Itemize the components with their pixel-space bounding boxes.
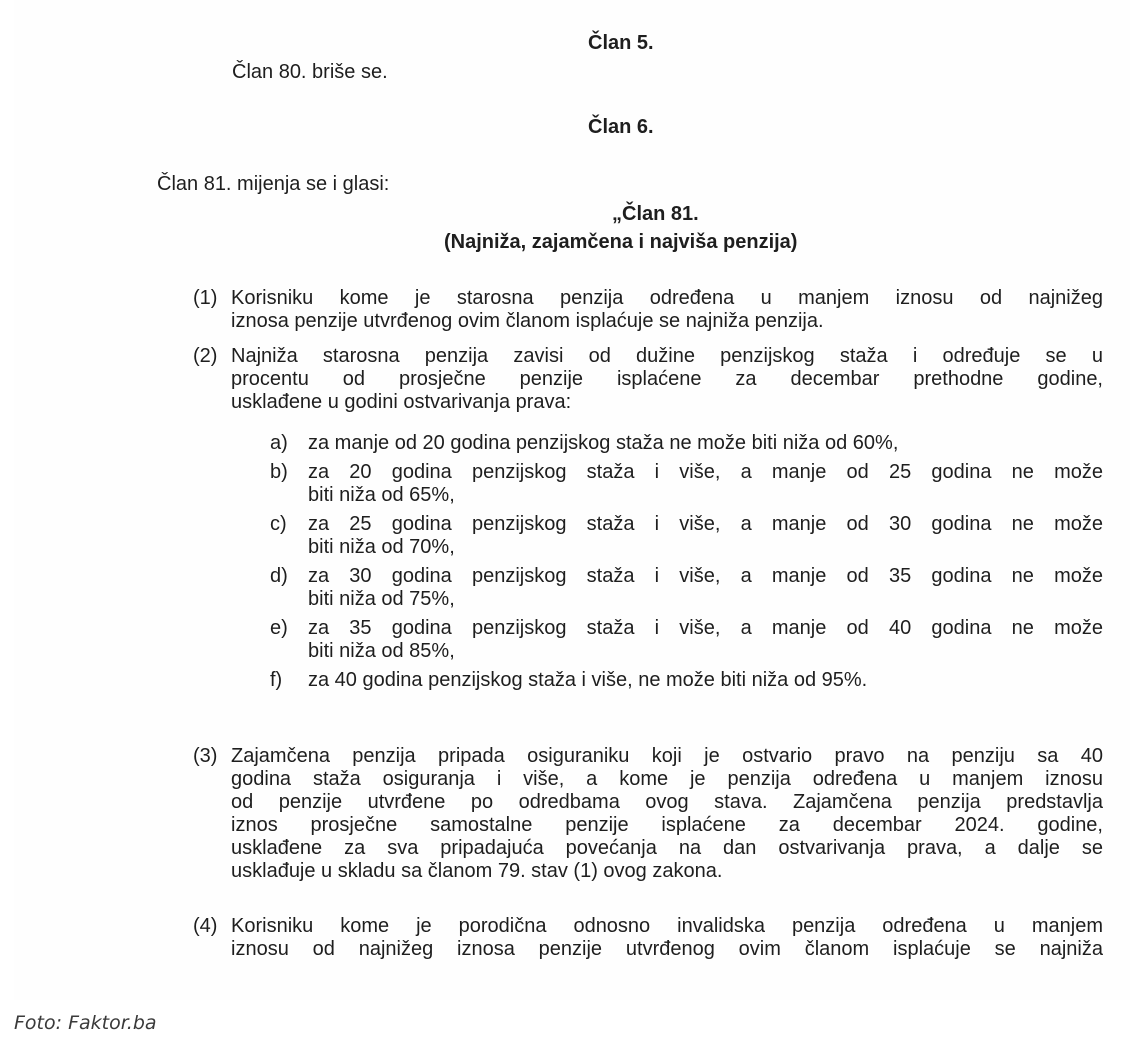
list-item-label: b)	[270, 461, 288, 483]
paragraph-number: (1)	[193, 287, 218, 309]
list-item-label: a)	[270, 432, 288, 454]
paragraph-line: Najniža starosna penzija zavisi od dužine penzijskog staža i određuje se u	[231, 345, 1103, 367]
list-item-line: za 40 godina penzijskog staža i više, ne može biti niža od 95%.	[308, 669, 868, 691]
list-item	[270, 513, 1103, 559]
clan81-intro: Član 81. mijenja se i glasi:	[157, 173, 390, 195]
list-item-line: biti niža od 85%,	[308, 640, 455, 662]
paragraph-line: Korisniku kome je starosna penzija određena u manjem iznosu od najnižeg	[231, 287, 1103, 309]
paragraph-line: iznos prosječne samostalne penzije isplaćene za decembar 2024. godine,	[231, 814, 1103, 836]
list-item-label: d)	[270, 565, 288, 587]
paragraph-line: usklađene za sva pripadajuća povećanja na dan ostvarivanja prava, a dalje se	[231, 837, 1103, 859]
paragraph-number: (4)	[193, 915, 218, 937]
list-item-label: e)	[270, 617, 288, 639]
list-item-line: biti niža od 70%,	[308, 536, 455, 558]
paragraph-number: (3)	[193, 745, 218, 767]
paragraph-line: godina staža osiguranja i više, a kome je penzija određena u manjem iznosu	[231, 768, 1103, 790]
list-item-line: za 20 godina penzijskog staža i više, a manje od 25 godina ne može	[308, 461, 1103, 483]
list-item	[270, 461, 1103, 507]
photo-caption: Foto: Faktor.ba	[14, 1012, 157, 1034]
new-clan81-subtitle: (Najniža, zajamčena i najviša penzija)	[444, 231, 798, 253]
list-item-line: za 30 godina penzijskog staža i više, a manje od 35 godina ne može	[308, 565, 1103, 587]
paragraph-line: iznosu od najnižeg iznosa penzije utvrđenog ovim članom isplaćuje se najniža	[231, 938, 1103, 960]
paragraph-line: od penzije utvrđene po odredbama ovog stava. Zajamčena penzija predstavlja	[231, 791, 1103, 813]
list-item-label: c)	[270, 513, 287, 535]
list-item-line: za manje od 20 godina penzijskog staža ne može biti niža od 60%,	[308, 432, 899, 454]
percent-list	[270, 432, 1103, 698]
paragraph-2	[193, 345, 1103, 414]
list-item	[270, 565, 1103, 611]
paragraph-line: usklađene u godini ostvarivanja prava:	[231, 391, 572, 413]
paragraph-line: Zajamčena penzija pripada osiguraniku koji je ostvario pravo na penziju sa 40	[231, 745, 1103, 767]
clan6-heading: Član 6.	[588, 116, 654, 138]
paragraph-4	[193, 915, 1103, 961]
clan5-heading: Član 5.	[588, 32, 654, 54]
list-item	[270, 617, 1103, 663]
list-item-line: za 35 godina penzijskog staža i više, a manje od 40 godina ne može	[308, 617, 1103, 639]
clan80-text: Član 80. briše se.	[232, 61, 388, 83]
paragraph-line: iznosa penzije utvrđenog ovim članom isplaćuje se najniža penzija.	[231, 310, 824, 332]
list-item-line: za 25 godina penzijskog staža i više, a manje od 30 godina ne može	[308, 513, 1103, 535]
paragraph-line: usklađuje u skladu sa članom 79. stav (1) ovog zakona.	[231, 860, 723, 882]
list-item-label: f)	[270, 669, 283, 691]
paragraph-3	[193, 745, 1103, 883]
list-item-line: biti niža od 75%,	[308, 588, 455, 610]
list-item	[270, 669, 1103, 692]
paragraph-number: (2)	[193, 345, 218, 367]
list-item-line: biti niža od 65%,	[308, 484, 455, 506]
paragraph-line: procentu od prosječne penzije isplaćene za decembar prethodne godine,	[231, 368, 1103, 390]
list-item	[270, 432, 1103, 455]
paragraph-line: Korisniku kome je porodična odnosno invalidska penzija određena u manjem	[231, 915, 1103, 937]
new-clan81-heading: „Član 81.	[612, 203, 699, 225]
paragraph-1	[193, 287, 1103, 333]
